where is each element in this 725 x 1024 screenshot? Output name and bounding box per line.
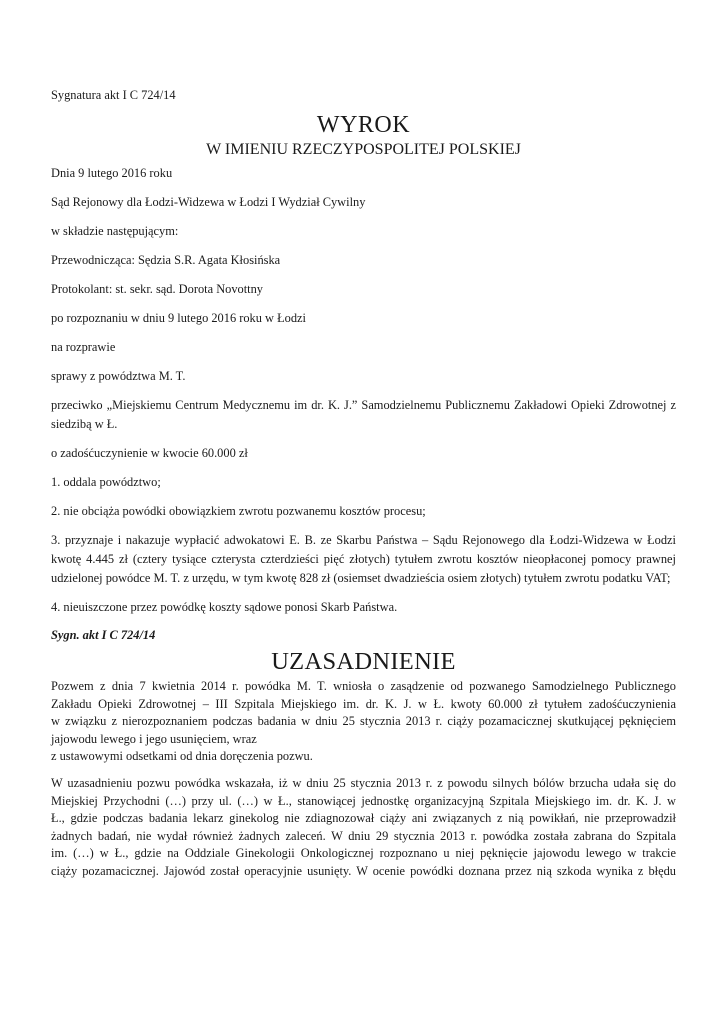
case-defendant: przeciwko „Miejskiemu Centrum Medycznemu im dr. K. J.” Samodzielnemu Publicznemu Zakładowi Opieki Zdrowotnej z siedzibą w Ł. bbox=[51, 398, 676, 431]
justification-title: UZASADNIENIE bbox=[271, 648, 456, 675]
court-name: Sąd Rejonowy dla Łodzi-Widzewa w Łodzi I Wydział Cywilny bbox=[51, 195, 366, 209]
justification-paragraph-2 bbox=[51, 775, 676, 881]
paragraph-1-line: w związku z nierozpoznaniem podczas badania w dniu 25 stycznia 2013 r. ciąży pozamacicznej skutkującej pęknięciem bbox=[51, 714, 676, 729]
case-signature: Sygnatura akt I C 724/14 bbox=[51, 88, 176, 102]
verdict-item-2: 2. nie obciąża powódki obowiązkiem zwrotu pozwanemu kosztów procesu; bbox=[51, 504, 426, 518]
paragraph-2-line: żadnych badań, nie wydał również żadnych zaleceń. W dniu 29 stycznia 2013 r. powódka została zabrana do Szpitala bbox=[51, 828, 676, 843]
paragraph-1-line: Pozwem z dnia 7 kwietnia 2014 r. powódka M. T. wniosła o zasądzenie od pozwanego Samodzielnego Publicznego bbox=[51, 679, 676, 693]
paragraph-2-line: Ł., gdzie podczas badania lekarz ginekolog nie zdiagnozował ciąży ani związanych z nią powikłań, nie przeprowadził bbox=[51, 811, 676, 826]
document-content bbox=[51, 86, 676, 881]
hearing-type: na rozprawie bbox=[51, 340, 116, 354]
case-claim: o zadośćuczynienie w kwocie 60.000 zł bbox=[51, 446, 248, 460]
paragraph-2-line: im. (…) w Ł., gdzie na Oddziale Ginekologii Onkologicznej rozpoznano u niej pęknięcie jajowodu lewego w trakcie bbox=[51, 846, 676, 861]
verdict-subtitle: W IMIENIU RZECZYPOSPOLITEJ POLSKIEJ bbox=[206, 141, 521, 158]
case-plaintiff: sprawy z powództwa M. T. bbox=[51, 369, 186, 383]
verdict-title: WYROK bbox=[316, 112, 411, 138]
verdict-item-4: 4. nieuiszczone przez powódkę koszty sądowe ponosi Skarb Państwa. bbox=[51, 600, 398, 614]
verdict-item-3: 3. przyznaje i nakazuje wypłacić adwokatowi E. B. ze Skarbu Państwa – Sądu Rejonowego dla Łodzi-Widzewa w Łodzi kwotę 4.445 zł (cztery tysiące czterysta czterdzieści pięć złotych) tytułem zwrotu kosztów nieopłaconej pomocy prawnej udzielonej powódce M. T. z urzędu, w tym kwotę 828 zł (osiemset dwadzieścia osiem złotych) tytułem zwrotu podatku VAT; bbox=[51, 533, 676, 585]
justification-paragraph-1 bbox=[51, 678, 676, 766]
court-clerk: Protokolant: st. sekr. sąd. Dorota Novottny bbox=[51, 282, 264, 296]
paragraph-1-line: jajowodu lewego i jego usunięciem, wraz bbox=[51, 731, 257, 746]
paragraph-2-line: Miejskiej Przychodni (…) przy ul. (…) w Ł., stanowiącej jednostkę organizacyjną Szpitala Miejskiego im. dr. K. J. w bbox=[51, 793, 676, 808]
presiding-judge: Przewodnicząca: Sędzia S.R. Agata Kłosińska bbox=[51, 253, 281, 267]
hearing-date: po rozpoznaniu w dniu 9 lutego 2016 roku w Łodzi bbox=[51, 311, 306, 325]
paragraph-1-line: z ustawowymi odsetkami od dnia doręczenia pozwu. bbox=[51, 749, 313, 764]
court-composition: w składzie następującym: bbox=[51, 224, 179, 238]
verdict-date: Dnia 9 lutego 2016 roku bbox=[51, 166, 173, 180]
paragraph-2-line: ciąży pozamacicznej. Jajowód został operacyjnie usunięty. W ocenie powódki doznana przez nią szkoda wynika z błędu bbox=[51, 863, 676, 878]
verdict-item-1: 1. oddala powództwo; bbox=[51, 475, 161, 489]
paragraph-1-line: Zakładu Opieki Zdrowotnej – III Szpitala Miejskiego im. dr. K. J. w Ł. kwoty 60.000 zł tytułem zadośćuczynienia bbox=[51, 696, 676, 711]
paragraph-2-line: W uzasadnieniu pozwu powódka wskazała, iż w dniu 25 stycznia 2013 r. z powodu silnych bólów brzucha udała się do bbox=[51, 775, 676, 790]
justification-signature: Sygn. akt I C 724/14 bbox=[51, 628, 156, 642]
